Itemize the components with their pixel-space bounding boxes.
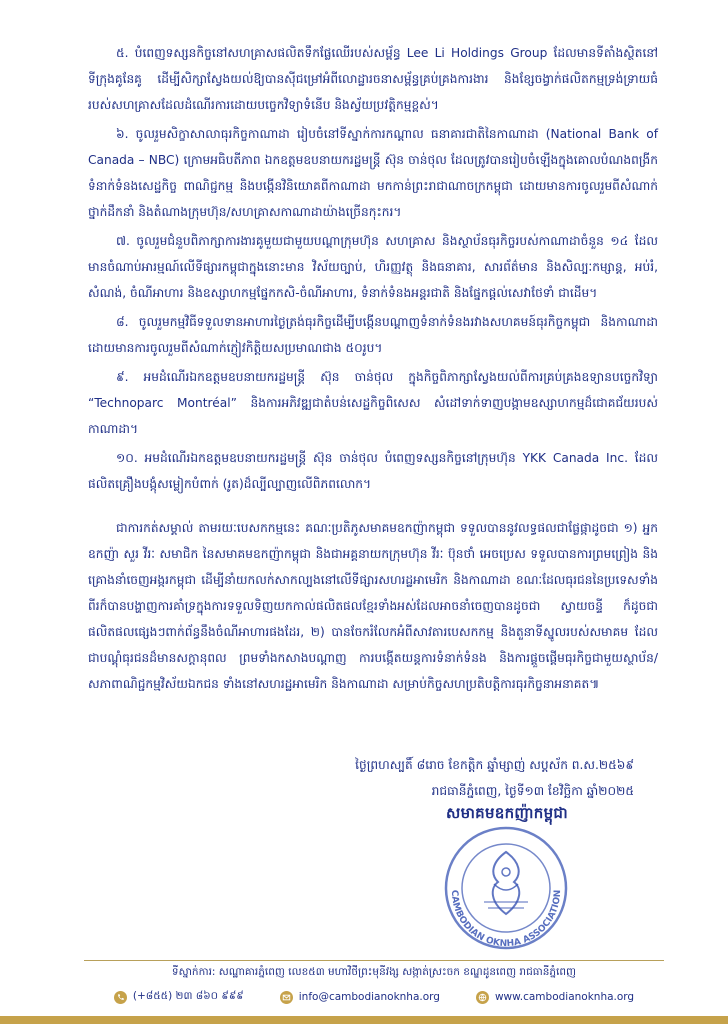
- phone-icon: [114, 991, 127, 1004]
- paragraph-item-6: ៦. ចូលរួមសិក្ខាសាលាធុរកិច្ចកាណាដា រៀបចំនៅទីស្នាក់ការកណ្តាល ធនាគារជាតិនៃកាណាដា (National Bank of Canada – NBC) ក្រោមអធិបតីភាព ឯកឧត្តមឧបនាយករដ្ឋមន្ត្រី ស៊ុន ចាន់ថុល ដែលត្រូវបានរៀបចំឡើងក្នុងគោលបំណងពង្រីកទំនាក់ទំនងសេដ្ឋកិច្ច ពាណិជ្ជកម្ម និងបង្កើនវិនិយោគពីកាណាដា មកកាន់ព្រះរាជាណាចក្រកម្ពុជា ដោយមានការចូលរួមពីសំណាក់ ថ្នាក់ដឹកនាំ និងតំណាងក្រុមហ៊ុន/សហគ្រាសកាណាដាយ៉ាងច្រើនកុះករ។: [88, 127, 658, 219]
- paragraph-item-8: ៨. ចូលរួមកម្មវិធីទទួលទានអាហារថ្ងៃត្រង់ធុរកិច្ចដើម្បីបង្កើនបណ្តាញទំនាក់ទំនងរវាងសហគមន៍ធុរកិច្ចកម្ពុជា និងកាណាដាដោយមានការចូលរួមពីសំណាក់ភ្ញៀវកិត្តិយសប្រមាណជាង ៥០រូប។: [88, 315, 658, 355]
- svg-text:CAMBODIAN OKNHA ASSOCIATION: [449, 890, 563, 949]
- lunar-date: ថ្ងៃព្រហស្បតិ៍ ៨រោច ខែកត្តិក ឆ្នាំម្សាញ់ សប្តស័ក ព.ស.២៥៦៩: [355, 758, 634, 772]
- body-content: [88, 40, 658, 700]
- email-icon: [280, 991, 293, 1004]
- association-seal-icon: [424, 822, 588, 952]
- summary-paragraph: ជាការកត់សម្គាល់ តាមរយៈបេសកកម្មនេះ គណៈប្រតិភូសមាគមឧកញ៉ាកម្ពុជា ទទួលបាននូវលទ្ធផលជាផ្លែផ្កាដូចជា ១) អ្នកឧកញ៉ា សួរ វីរៈ សមាជិក នៃសមាគមឧកញ៉ាកម្ពុជា និងជាអគ្គនាយកក្រុមហ៊ុន វីរៈ ប៊ុនថាំ អេចប្រេស ទទួលបានការព្រមព្រៀង និងគ្រោងនាំចេញអង្ករកម្ពុជា ដើម្បីនាំយកលក់សាកល្បងនៅលើទីផ្សារសហរដ្ឋអាមេរិក និងកាណាដា ខណៈដែលធុរជននៃប្រទេសទាំងពីរក៏បានបង្ហាញការគាំទ្រក្នុងការទទួលទិញយកកាល់ផលិតផលខ្មែរទាំងអស់ដែលអាចនាំចេញបានដូចជា ស្វាយចន្ទី ក៏ដូចជាផលិតផលផ្សេងៗពាក់ព័ន្ធនឹងចំណីអាហារផងដែរ, ២) បានចែករំលែកអំពីសាវតារបេសកកម្ម និងតួនាទីស្នូលរបស់សមាគម ដែលជាបណ្តុំធុរជនដ៏មានសក្តានុពល ព្រមទាំងកសាងបណ្តាញ ការបង្កើតយន្តការទំនាក់ទំនង និងការផ្តួចផ្តើមធុរកិច្ចជាមួយស្ថាប័ន/សភាពាណិជ្ជកម្មវិស័យឯកជន ទាំងនៅសហរដ្ឋអាមេរិក និងកាណាដា សម្រាប់កិច្ចសហប្រតិបត្តិការធុរកិច្ចនាអនាគត៕: [88, 521, 658, 691]
- phone-number: (+៨៥៥) ២៣ ៨៦០ ៩៩៩: [132, 989, 244, 1002]
- footer-contacts: [84, 988, 664, 1006]
- paragraph-item-10: ១០. អមដំណើរឯកឧត្តមឧបនាយករដ្ឋមន្ត្រី ស៊ុន ចាន់ថុល បំពេញទស្សនកិច្ចនៅក្រុមហ៊ុន YKK Canada Inc. ដែលផលិតគ្រឿងបង្កុំសម្លៀកបំពាក់ (រូត)ដ៏ល្បីល្បាញលើពិភពលោក។: [88, 451, 658, 491]
- footer-website[interactable]: [476, 988, 634, 1006]
- paragraph-item-9: ៩. អមដំណើរឯកឧត្តមឧបនាយករដ្ឋមន្ត្រី ស៊ុន ចាន់ថុល ក្នុងកិច្ចពិភាក្សាស្វែងយល់ពីការគ្រប់គ្រងឧទ្យានបច្ចេកវិទ្យា “Technoparc Montréal” និងការអភិវឌ្ឍជាតំបន់សេដ្ឋកិច្ចពិសេស សំដៅទាក់ទាញបង្កាមឧស្សាហកម្មដ៏ជោគជ័យរបស់កាណាដា។: [88, 370, 658, 436]
- footer-divider: [84, 960, 664, 961]
- website-url[interactable]: www.cambodianoknha.org: [494, 991, 635, 1003]
- association-name: សមាគមឧកញ៉ាកម្ពុជា: [445, 804, 569, 822]
- footer-gold-bar: [0, 1016, 728, 1024]
- paragraph-item-5: ៥. បំពេញទស្សនកិច្ចនៅសហគ្រាសផលិតទឹកផ្លែឈើរបស់សម្ព័ន្ធ Lee Li Holdings Group ដែលមានទីតាំងស្ថិតនៅទីក្រុងគូនែគូ ដើម្បីសិក្សាស្វែងយល់ឱ្យបានស៊ីជម្រៅអំពីលោដ្ឋារចនាសម្ព័ន្ធគ្រប់គ្រងការងារ និងខ្សែចង្វាក់ផលិតកម្មទ្រង់ទ្រាយធំរបស់សហគ្រាសដែលដំណើរការដោយបច្ចេកវិទ្យាទំនើប និងស្វ័យប្រវត្តិកម្មខ្ពស់។: [88, 46, 658, 112]
- footer-address: ទីស្នាក់ការ: សណ្ឋាគារភ្នំពេញ លេខ៥៣ មហាវិថីព្រះមុនីវង្ស សង្កាត់ស្រះចក ខណ្ឌដូនពេញ រាជធានីភ្នំពេញ: [171, 966, 577, 978]
- email-address[interactable]: info@cambodianoknha.org: [298, 991, 440, 1003]
- seal-text: CAMBODIAN OKNHA ASSOCIATION: [448, 889, 564, 950]
- solar-date: រាជធានីភ្នំពេញ, ថ្ងៃទី១៣ ខែវិច្ឆិកា ឆ្នាំ២០២៥: [431, 784, 634, 798]
- footer-email[interactable]: [280, 988, 440, 1006]
- globe-icon: [476, 991, 489, 1004]
- footer-phone: [114, 988, 244, 1006]
- paragraph-item-7: ៧. ចូលរួមជំនួបពិភាក្សាការងារគូមួយជាមួយបណ្តាក្រុមហ៊ុន សហគ្រាស និងស្ថាប័នធុរកិច្ចរបស់កាណាដាចំនួន ១៤ ដែលមានចំណាប់អារម្មណ៍លើទីផ្សារកម្ពុជាក្នុងនោះមាន វិស័យច្បាប់, ហិរញ្ញវត្ថុ និងធនាគារ, សារព័ត៌មាន និងសិល្បៈកម្សាន្ត, អប់រំ, សំណង់, ចំណីអាហារ និងឧស្សាហកម្មផ្នែកកសិ-ចំណីអាហារ, ទំនាក់ទំនងអន្តរជាតិ និងផ្នែកផ្តល់សេវាថែទាំ ជាដើម។: [88, 234, 658, 300]
